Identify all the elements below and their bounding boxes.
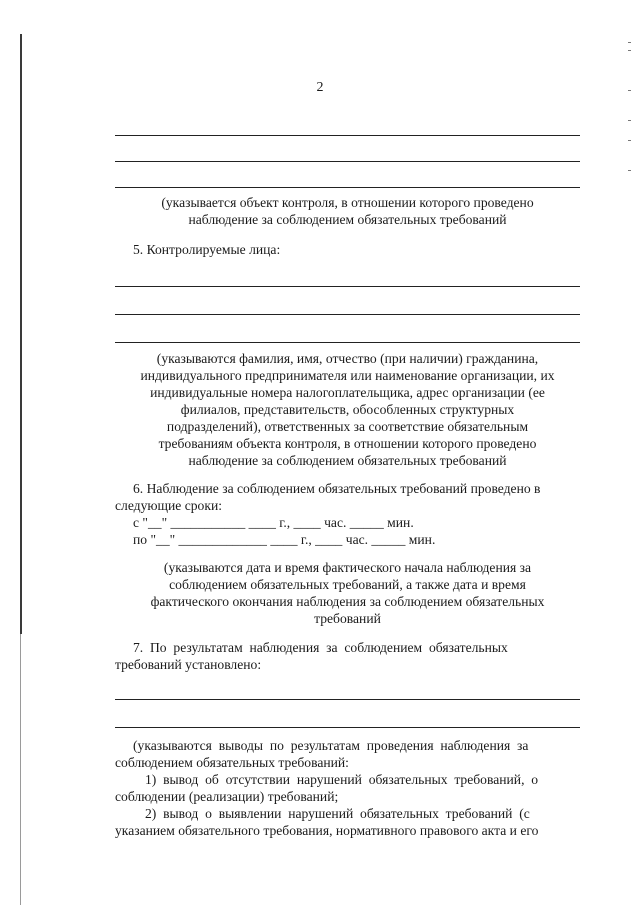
caption-dates-line: соблюдением обязательных требований, а также дата и время — [169, 577, 526, 592]
section-5-title: 5. Контролируемые лица: — [133, 242, 281, 257]
date-to-line: по "__" _____________ ____ г., ____ час. _____ мин. — [133, 532, 436, 547]
caption-findings-line: соблюдении (реализации) требований; — [115, 789, 339, 804]
blank-line — [115, 286, 580, 287]
section-6-line: следующие сроки: — [115, 498, 222, 513]
date-from-line: с "__" ___________ ____ г., ____ час. _____ мин. — [133, 515, 414, 530]
section-6-line: 6. Наблюдение за соблюдением обязательных требований проведено в — [133, 481, 541, 496]
caption-findings-line: 1) вывод об отсутствии нарушений обязательных требований, о — [145, 772, 539, 787]
caption-object-line: наблюдение за соблюдением обязательных требований — [188, 212, 507, 227]
blank-line — [115, 727, 580, 728]
caption-object-line: (указывается объект контроля, в отношении которого проведено — [161, 195, 534, 210]
caption-persons-line: индивидуального предпринимателя или наименование организации, их — [140, 368, 555, 383]
caption-persons-line: подразделений), ответственных за соответствие обязательным — [166, 419, 529, 434]
caption-findings-line: соблюдением обязательных требований: — [115, 755, 349, 770]
caption-dates-line: требований — [314, 611, 381, 626]
caption-persons-line: требованиям объекта контроля, в отношении которого проведено — [158, 436, 537, 451]
blank-line — [115, 314, 580, 315]
caption-persons-line: филиалов, представительств, обособленных структурных — [180, 402, 515, 417]
caption-persons-line: наблюдение за соблюдением обязательных требований — [188, 453, 507, 468]
caption-findings-line: (указываются выводы по результатам проведения наблюдения за — [133, 738, 529, 753]
caption-findings-line: указанием обязательного требования, нормативного правового акта и его — [115, 823, 539, 838]
section-7-line: требований установлено: — [115, 657, 262, 672]
blank-line — [115, 161, 580, 162]
caption-dates-line: фактического окончания наблюдения за соблюдением обязательных — [150, 594, 545, 609]
blank-line — [115, 342, 580, 343]
scan-right-marks — [628, 30, 634, 190]
blank-line — [115, 135, 580, 136]
scan-left-edge-faint — [20, 634, 21, 905]
caption-dates-line: (указываются дата и время фактического начала наблюдения за — [163, 560, 532, 575]
page-number: 2 — [316, 80, 324, 95]
caption-persons-line: (указываются фамилия, имя, отчество (при наличии) гражданина, — [156, 351, 539, 366]
section-7-line: 7. По результатам наблюдения за соблюдением обязательных — [133, 640, 508, 655]
blank-line — [115, 699, 580, 700]
caption-findings-line: 2) вывод о выявлении нарушений обязательных требований (с — [145, 806, 530, 821]
caption-persons-line: индивидуальные номера налогоплательщика, адрес организации (ее — [150, 385, 545, 400]
blank-line — [115, 187, 580, 188]
scan-left-edge — [20, 34, 22, 634]
